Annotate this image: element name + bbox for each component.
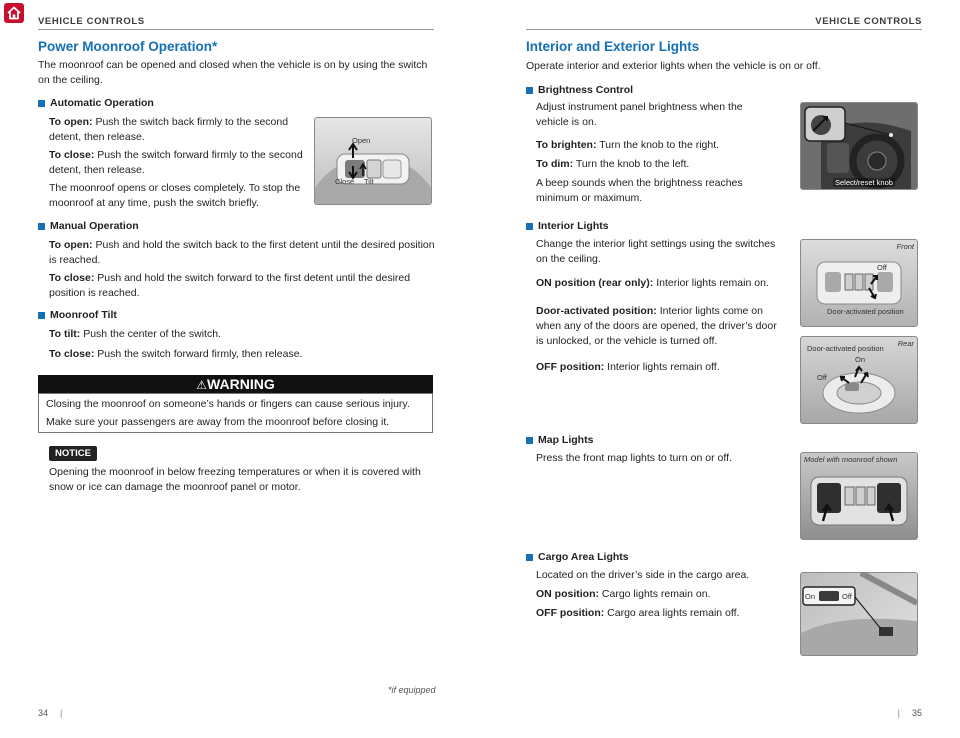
warning-line-2: Make sure your passengers are away from the moonroof before closing it. (46, 416, 390, 428)
running-header-right: VEHICLE CONTROLS (815, 16, 922, 27)
brightness-note: A beep sounds when the brightness reaches minimum or maximum. (536, 177, 743, 204)
select-reset-knob-label: Select/reset knob (835, 178, 893, 187)
notice-badge: NOTICE (49, 446, 97, 461)
warning-header: ⚠WARNING (38, 375, 433, 393)
cargo-light-figure (800, 572, 918, 656)
rear-door-activated-label: Door-activated position (807, 344, 884, 353)
footnote: *if equipped (388, 685, 436, 695)
front-interior-light-figure (800, 239, 918, 327)
header-rule-right (526, 29, 922, 30)
cargo-off: OFF position: Cargo area lights remain off. (536, 607, 740, 619)
section-marker (526, 87, 533, 94)
interior-on: ON position (rear only): Interior lights remain on. (536, 277, 769, 289)
cargo-text: Located on the driver’s side in the cargo area. (536, 569, 750, 581)
page-number-right: | 35 (897, 708, 922, 718)
manual-open: To open: Push and hold the switch back to the first detent until the desired position is reached. (49, 239, 435, 266)
auto-note: The moonroof opens or closes completely. To stop the moonroof at any time, push the switch briefly. (49, 182, 301, 209)
auto-close: To close: Push the switch forward firmly to the second detent, then release. (49, 149, 303, 176)
cargo-off-label: Off (842, 592, 852, 601)
brightness-brighten: To brighten: Turn the knob to the right. (536, 139, 720, 151)
auto-open: To open: Push the switch back firmly to the second detent, then release. (49, 116, 289, 143)
interior-off: OFF position: Interior lights remain off. (536, 361, 720, 373)
rear-tag: Rear (897, 339, 914, 348)
section-marker (526, 437, 533, 444)
page-number-left: 34 | (38, 708, 63, 718)
map-figure-caption: Model with moonroof shown (804, 455, 898, 464)
tilt-close: To close: Push the switch forward firmly, then release. (49, 348, 303, 360)
brightness-text: Adjust instrument panel brightness when the vehicle is on. (536, 101, 743, 128)
lights-intro: Operate interior and exterior lights when the vehicle is on or off. (526, 60, 821, 72)
section-marker (38, 223, 45, 230)
moonroof-switch-figure (314, 117, 432, 205)
home-icon (4, 3, 24, 23)
front-off-label: Off (877, 263, 887, 272)
manual-operation-heading: Manual Operation (38, 220, 139, 232)
brightness-control-heading: Brightness Control (526, 84, 633, 96)
map-text: Press the front map lights to turn on or off. (536, 452, 732, 464)
moonroof-title: Power Moonroof Operation* (38, 39, 218, 54)
map-lights-heading: Map Lights (526, 434, 593, 446)
manual-close: To close: Push and hold the switch forward to the first detent until the desired position is reached. (49, 272, 411, 299)
section-marker (38, 312, 45, 319)
home-button[interactable] (4, 3, 24, 23)
section-marker (526, 223, 533, 230)
rear-off-label: Off (817, 373, 827, 382)
interior-lights-heading: Interior Lights (526, 220, 609, 232)
header-rule-left (38, 29, 434, 30)
section-marker (38, 100, 45, 107)
moonroof-switch-illustration (315, 118, 431, 204)
front-tag: Front (896, 242, 914, 251)
dashboard-illustration (801, 103, 917, 189)
interior-text: Change the interior light settings using the switches on the ceiling. (536, 238, 776, 265)
tilt-label: Tilt (364, 177, 374, 186)
cargo-area-lights-heading: Cargo Area Lights (526, 551, 629, 563)
interior-door: Door-activated position: Interior lights come on when any of the doors are opened, the driver’s door is unlocked, or the vehicle is turned off. (536, 305, 777, 347)
section-marker (526, 554, 533, 561)
cargo-on-label: On (805, 592, 816, 601)
front-door-activated-label: Door-activated position (827, 307, 904, 316)
brightness-dim: To dim: Turn the knob to the left. (536, 158, 690, 170)
rear-interior-light-figure (800, 336, 918, 424)
warning-icon: ⚠ (196, 378, 208, 392)
tilt-tilt: To tilt: Push the center of the switch. (49, 328, 221, 340)
cargo-area-illustration (801, 573, 917, 655)
brightness-knob-figure (800, 102, 918, 190)
moonroof-tilt-heading: Moonroof Tilt (38, 309, 117, 321)
warning-line-1: Closing the moonroof on someone’s hands or fingers can cause serious injury. (46, 398, 410, 410)
close-label: Close (335, 177, 355, 186)
open-label: Open (352, 136, 371, 145)
cargo-on: ON position: Cargo lights remain on. (536, 588, 711, 600)
moonroof-intro: The moonroof can be opened and closed when the vehicle is on by using the switch on the ceiling. (38, 59, 428, 86)
lights-title: Interior and Exterior Lights (526, 39, 700, 54)
map-lights-figure (800, 452, 918, 540)
rear-on-label: On (855, 355, 866, 364)
warning-box (38, 393, 433, 433)
automatic-operation-heading: Automatic Operation (38, 97, 154, 109)
notice-text: Opening the moonroof in below freezing temperatures or when it is covered with snow or ice can damage the moonroof panel or motor. (49, 466, 421, 493)
map-lights-illustration (801, 453, 917, 539)
running-header-left: VEHICLE CONTROLS (38, 16, 145, 27)
